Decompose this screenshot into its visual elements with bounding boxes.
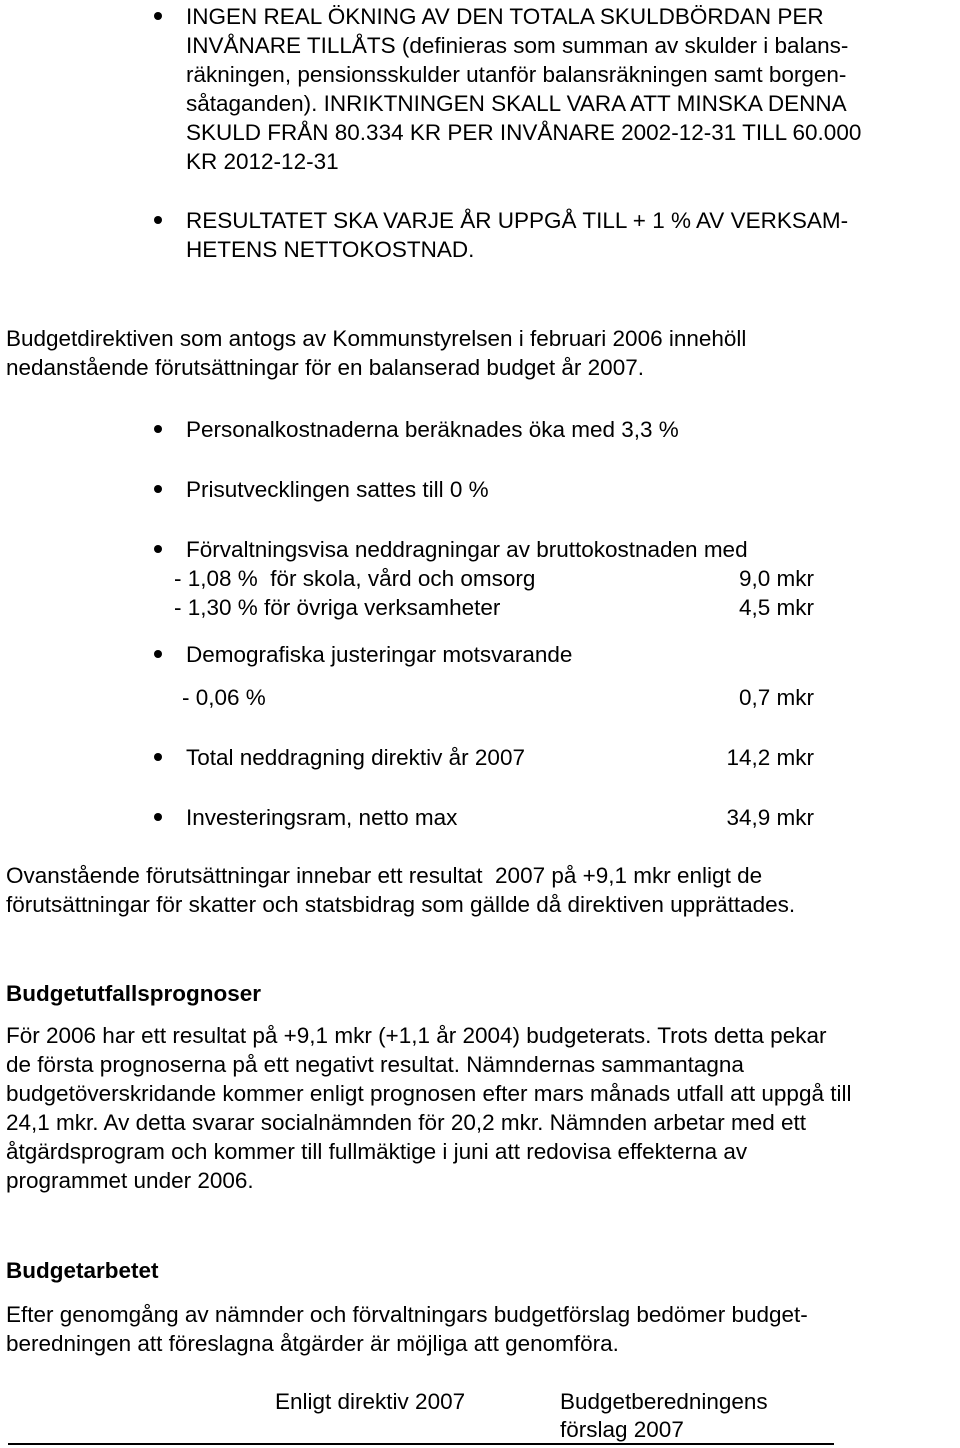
bullet-text-line: HETENS NETTOKOSTNAD. bbox=[186, 237, 475, 262]
bullet-text-line: INGEN REAL ÖKNING AV DEN TOTALA SKULDBÖRDAN PER bbox=[186, 4, 824, 29]
paragraph-line: Efter genomgång av nämnder och förvaltningars budgetförslag bedömer budget- bbox=[6, 1302, 808, 1327]
paragraph-line: beredningen att föreslagna åtgärder är möjliga att genomföra. bbox=[6, 1331, 619, 1356]
table-header-underline bbox=[8, 1443, 834, 1445]
paragraph-line: förutsättningar för skatter och statsbidrag som gällde då direktiven upprättades. bbox=[6, 892, 796, 917]
bullet-icon bbox=[154, 545, 162, 553]
paragraph-line: budgetöverskridande kommer enligt prognosen efter mars månads utfall att uppgå till bbox=[6, 1081, 852, 1106]
bullet-text-line: RESULTATET SKA VARJE ÅR UPPGÅ TILL + 1 % AV VERKSAM- bbox=[186, 208, 849, 233]
paragraph-line: Budgetdirektiven som antogs av Kommunstyrelsen i februari 2006 innehöll bbox=[6, 326, 747, 351]
section-heading: Budgetarbetet bbox=[6, 1258, 159, 1283]
assumption-admin-cuts: Förvaltningsvisa neddragningar av bruttokostnaden med bbox=[186, 537, 748, 562]
bullet-text-line: SKULD FRÅN 80.334 KR PER INVÅNARE 2002-12-31 TILL 60.000 bbox=[186, 120, 862, 145]
paragraph-line: åtgärdsprogram och kommer till fullmäktige i juni att redovisa effekterna av bbox=[6, 1139, 748, 1164]
column-header-proposal-line2: förslag 2007 bbox=[560, 1417, 684, 1442]
paragraph-line: 24,1 mkr. Av detta svarar socialnämnden för 20,2 mkr. Nämnden arbetar med ett bbox=[6, 1110, 806, 1135]
bullet-icon bbox=[154, 813, 162, 821]
bullet-text-line: räkningen, pensionsskulder utanför balansräkningen samt borgen- bbox=[186, 62, 847, 87]
section-heading: Budgetutfallsprognoser bbox=[6, 981, 262, 1006]
admin-cut-row-label: - 1,08 % för skola, vård och omsorg bbox=[174, 566, 536, 591]
bullet-icon bbox=[154, 650, 162, 658]
bullet-icon bbox=[154, 753, 162, 761]
paragraph-line: Ovanstående förutsättningar innebar ett resultat 2007 på +9,1 mkr enligt de bbox=[6, 863, 763, 888]
investment-value: 34,9 mkr bbox=[726, 805, 814, 830]
admin-cut-row-value: 9,0 mkr bbox=[738, 566, 814, 591]
bullet-text-line: INVÅNARE TILLÅTS (definieras som summan av skulder i balans- bbox=[186, 33, 849, 58]
demographic-row-label: - 0,06 % bbox=[182, 685, 266, 710]
paragraph-line: programmet under 2006. bbox=[6, 1168, 254, 1193]
assumption-demographic: Demografiska justeringar motsvarande bbox=[186, 642, 573, 667]
demographic-row-value: 0,7 mkr bbox=[738, 685, 814, 710]
bullet-icon bbox=[154, 216, 162, 224]
assumption-investment: Investeringsram, netto max bbox=[186, 805, 458, 830]
column-header-proposal: Budgetberedningens bbox=[560, 1389, 768, 1414]
total-value: 14,2 mkr bbox=[726, 745, 814, 770]
admin-cut-row-value: 4,5 mkr bbox=[738, 595, 814, 620]
assumption-prices: Prisutvecklingen sattes till 0 % bbox=[186, 477, 489, 502]
paragraph-line: de första prognoserna på ett negativt resultat. Nämndernas sammantagna bbox=[6, 1052, 744, 1077]
bullet-text-line: KR 2012-12-31 bbox=[186, 149, 339, 174]
assumption-personnel: Personalkostnaderna beräknades öka med 3,3 % bbox=[186, 417, 679, 442]
admin-cut-row-label: - 1,30 % för övriga verksamheter bbox=[174, 595, 501, 620]
paragraph-line: För 2006 har ett resultat på +9,1 mkr (+1,1 år 2004) budgeterats. Trots detta pekar bbox=[6, 1023, 827, 1048]
bullet-icon bbox=[154, 425, 162, 433]
bullet-icon bbox=[154, 485, 162, 493]
bullet-text-line: såtaganden). INRIKTNINGEN SKALL VARA ATT MINSKA DENNA bbox=[186, 91, 847, 116]
column-header-directive: Enligt direktiv 2007 bbox=[275, 1389, 466, 1414]
bullet-icon bbox=[154, 12, 162, 20]
paragraph-line: nedanstående förutsättningar för en balanserad budget år 2007. bbox=[6, 355, 644, 380]
assumption-total: Total neddragning direktiv år 2007 bbox=[186, 745, 525, 770]
